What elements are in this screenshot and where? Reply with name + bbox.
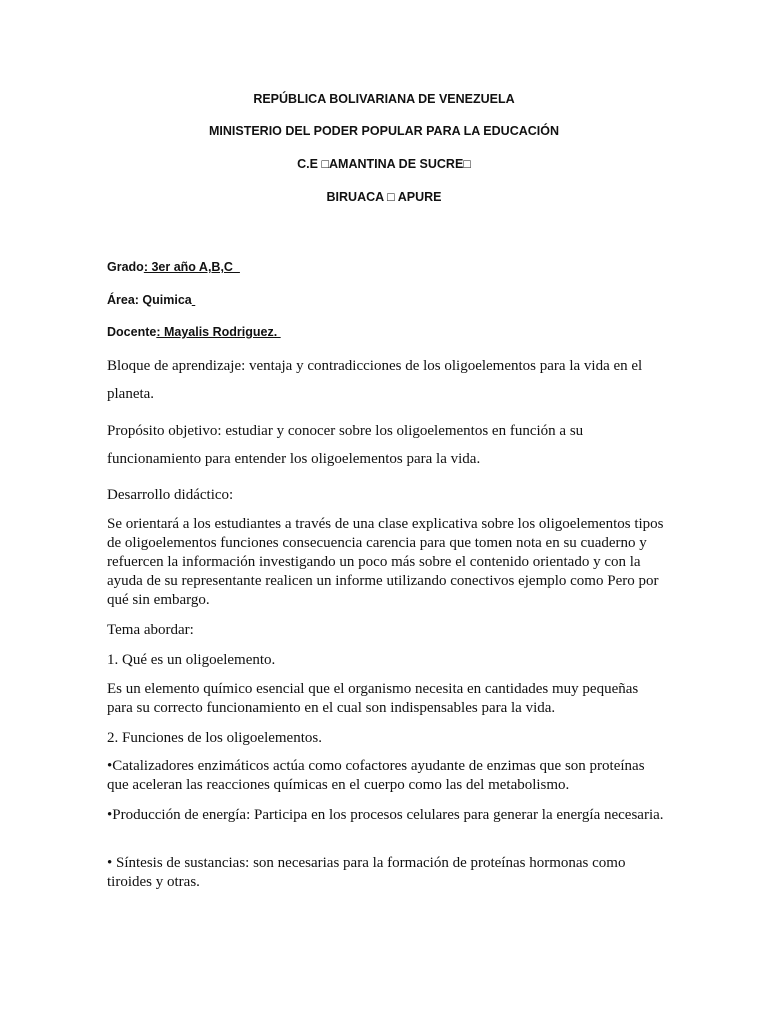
field-docente [107, 324, 281, 340]
area-value [192, 293, 195, 307]
field-grado [107, 259, 240, 275]
grado-label: Grado [107, 260, 144, 274]
bullet-energia: •Producción de energía: Participa en los procesos celulares para generar la energía necesaria. [107, 807, 664, 823]
desarrollo-paragraph: Se orientará a los estudiantes a través de una clase explicativa sobre los oligoelementos tipos de oligoelementos funciones consecuencia carencia para que tomen nota en su cuaderno y refuercen la información investigando un poco más sobre el contenido orientado y con la ayuda de su representante realicen un informe utilizando conectivos ejemplo como Pero por qué sin embargo. [107, 516, 664, 608]
bullet-catalizadores: •Catalizadores enzimáticos actúa como cofactores ayudante de enzimas que son proteínas que aceleran las reacciones químicas en el cuerpo como las del metabolismo. [107, 758, 645, 793]
docente-label: Docente [107, 325, 157, 339]
question-1: 1. Qué es un oligoelemento. [107, 652, 276, 668]
bullet-sintesis: • Síntesis de sustancias: son necesarias para la formación de proteínas hormonas como tiroides y otras. [107, 855, 626, 890]
tema-heading: Tema abordar: [107, 622, 194, 638]
header-ministry: MINISTERIO DEL PODER POPULAR PARA LA EDUCACIÓN [208, 124, 560, 138]
answer-1-paragraph: Es un elemento químico esencial que el organismo necesita en cantidades muy pequeñas para su correcto funcionamiento en el cual son indispensables para la vida. [107, 681, 639, 716]
desarrollo-heading: Desarrollo didáctico: [107, 487, 234, 503]
area-label: Área: Quimica [107, 293, 192, 307]
header-location: BIRUACA □ APURE [326, 190, 442, 204]
header-country: REPÚBLICA BOLIVARIANA DE VENEZUELA [253, 92, 515, 106]
field-area [107, 292, 195, 308]
docente-value: : Mayalis Rodriguez. [156, 325, 281, 339]
question-2: 2. Funciones de los oligoelementos. [107, 730, 322, 746]
proposito-paragraph: Propósito objetivo: estudiar y conocer sobre los oligoelementos en función a su funcionamiento para entender los oligoelementos para la vida. [107, 423, 584, 467]
header-school: C.E □AMANTINA DE SUCRE□ [297, 157, 471, 171]
bloque-paragraph: Bloque de aprendizaje: ventaja y contradicciones de los oligoelementos para la vida en el planeta. [107, 358, 643, 402]
grado-value: : 3er año A,B,C [143, 260, 240, 274]
